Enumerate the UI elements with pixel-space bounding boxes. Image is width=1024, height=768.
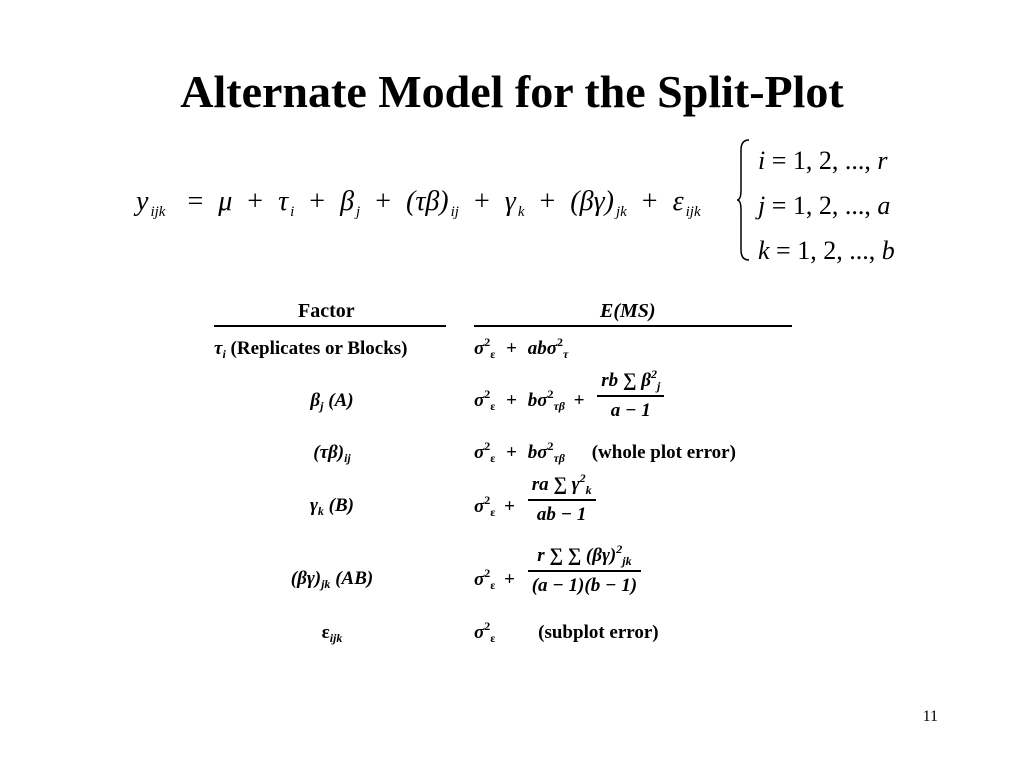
factor-header: Factor xyxy=(298,300,355,322)
ems-fraction: $\frac{ra \sum \gamma^2_k}{ab - 1}$ xyxy=(528,474,596,526)
factor-cell: $\tau_i$ (Replicates or Blocks) xyxy=(214,338,408,361)
term-op: + xyxy=(473,186,490,217)
subplot-error-note: (subplot error) xyxy=(538,622,659,643)
response-subscript: ijk xyxy=(150,204,166,220)
term-symbol: τ xyxy=(278,186,289,217)
range-k: k = 1, 2, ..., b xyxy=(758,236,895,265)
term-op: = xyxy=(187,186,204,217)
term-subscript: ijk xyxy=(685,204,701,220)
ems-cell: $\sigma^2_\varepsilon$ + $\frac{r \sum \sum (\beta\gamma)^2_{jk}}{(a - 1)(b - 1)}$ xyxy=(474,545,645,597)
term-op: + xyxy=(309,186,326,217)
factor-header-rule xyxy=(214,325,446,327)
term-symbol: (βγ) xyxy=(570,186,614,217)
ems-cell: $\sigma^2_\varepsilon$ + $\frac{ra \sum \gamma^2_k}{ab - 1}$ xyxy=(474,474,600,526)
term-subscript: k xyxy=(517,204,525,220)
term-symbol: ε xyxy=(672,186,684,217)
ems-fraction: $\frac{r \sum \sum (\beta\gamma)^2_{jk}}{(a - 1)(b - 1)}$ xyxy=(528,545,641,597)
term-subscript: i xyxy=(290,204,295,220)
term-symbol: (τβ) xyxy=(406,186,449,217)
factor-cell: $(\beta\gamma)_{jk}$ (AB) xyxy=(290,568,374,591)
factor-cell: $(\tau\beta)_{ij}$ xyxy=(313,442,351,465)
ems-cell: $\sigma^2_\varepsilon + ab\sigma^2_\tau$ xyxy=(474,335,569,361)
term-subscript: jk xyxy=(615,204,627,220)
ems-cell: $\sigma^2_\varepsilon + b\sigma^2_{\tau\beta}$ (whole plot error) xyxy=(474,439,736,465)
factor-cell: $\gamma_k$ (B) xyxy=(310,495,354,518)
slide-title: Alternate Model for the Split-Plot xyxy=(180,66,844,117)
page-number: 11 xyxy=(922,708,938,725)
term-symbol: γ xyxy=(504,186,516,217)
term-op: + xyxy=(641,186,658,217)
term-subscript: j xyxy=(356,204,361,220)
term-symbol: β xyxy=(340,186,355,217)
ems-header-rule xyxy=(474,325,792,327)
ems-cell: $\sigma^2_\varepsilon + b\sigma^2_{\tau\beta}$ + $\frac{rb \sum \beta^2_j}{a - 1}$ xyxy=(474,370,668,422)
term-op: + xyxy=(247,186,264,217)
response-symbol: y xyxy=(136,186,149,217)
range-i: i = 1, 2, ..., r xyxy=(758,146,888,175)
factor-cell: $\varepsilon_{ijk}$ xyxy=(321,622,343,645)
whole-plot-error-note: (whole plot error) xyxy=(591,442,736,463)
range-j: j = 1, 2, ..., a xyxy=(758,191,891,220)
factor-cell: $\beta_j$ (A) xyxy=(310,390,354,413)
ems-header: E(MS) xyxy=(600,300,656,322)
term-op: + xyxy=(375,186,392,217)
term-symbol: μ xyxy=(218,186,233,217)
term-subscript: ij xyxy=(450,204,459,220)
term-op: + xyxy=(539,186,556,217)
ems-fraction: $\frac{rb \sum \beta^2_j}{a - 1}$ xyxy=(597,370,664,422)
ems-cell: $\sigma^2_\varepsilon$ (subplot error) xyxy=(474,619,659,645)
